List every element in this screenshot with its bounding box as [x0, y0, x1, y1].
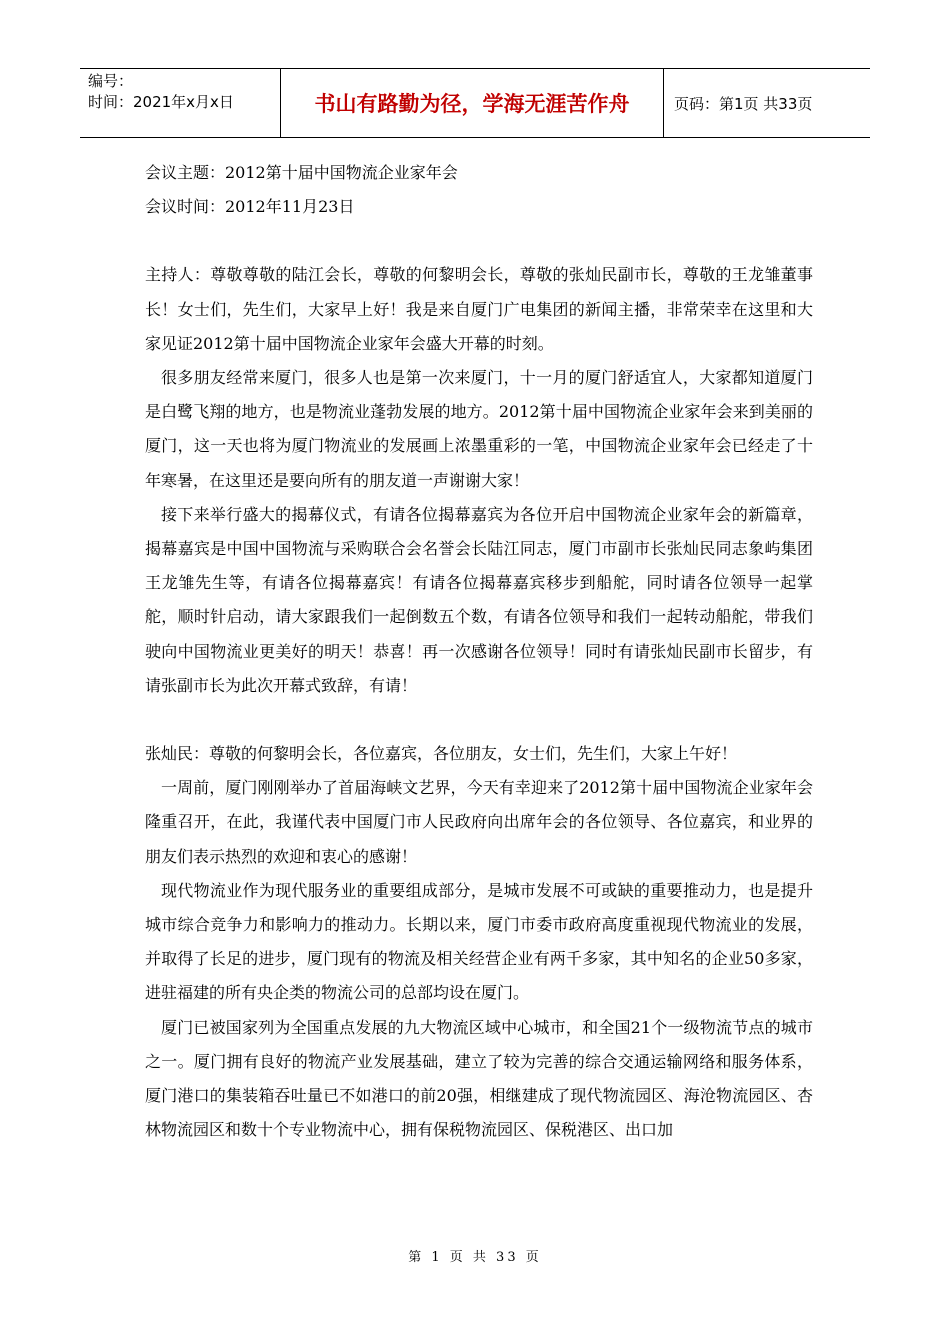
document-header	[80, 68, 870, 138]
header-page-info: 页码：第1页 共33页	[674, 94, 813, 113]
paragraph-speech-greeting: 张灿民：尊敬的何黎明会长，各位嘉宾，各位朋友，女士们，先生们，大家上午好！	[145, 744, 738, 764]
paragraph-speech-hub: 厦门已被国家列为全国重点发展的九大物流区域中心城市，和全国21个一级物流节点的城市之一。厦门拥有良好的物流产业发展基础，建立了较为完善的综合交通运输网络和服务体系，厦门港口的集装箱吞吐量已不如港口的前20强，相继建成了现代物流园区、海沧物流园区、杏林物流园区和数十个专业物流中心，拥有保税物流园区、保税港区、出口加	[145, 1017, 813, 1140]
paragraph-host-xiamen: 很多朋友经常来厦门，很多人也是第一次来厦门，十一月的厦门舒适宜人，大家都知道厦门是白鹭飞翔的地方，也是物流业蓬勃发展的地方。2012第十届中国物流企业家年会来到美丽的厦门，这一天也将为厦门物流业的发展画上浓墨重彩的一笔，中国物流企业家年会已经走了十年寒暑，在这里还是要向所有的朋友道一声谢谢大家！	[145, 368, 813, 490]
time-label: 时间：2021年x月x日	[88, 93, 234, 111]
paragraph-host-opening: 主持人：尊敬尊敬的陆江会长，尊敬的何黎明会长，尊敬的张灿民副市长，尊敬的王龙雏董事长！女士们，先生们，大家早上好！我是来自厦门广电集团的新闻主播，非常荣幸在这里和大家见证2012第十届中国物流企业家年会盛大开幕的时刻。	[145, 265, 813, 353]
page-footer: 第 1 页 共 33 页	[408, 1250, 542, 1265]
blank-line	[145, 224, 813, 258]
paragraph-speech-logistics: 现代物流业作为现代服务业的重要组成部分，是城市发展不可或缺的重要推动力，也是提升城市综合竞争力和影响力的推动力。长期以来，厦门市委市政府高度重视现代物流业的发展，并取得了长足的进步，厦门现有的物流及相关经营企业有两千多家，其中知名的企业50多家，进驻福建的所有央企类的物流公司的总部均设在厦门。	[145, 880, 813, 1003]
header-meta	[80, 69, 280, 137]
blank-line	[145, 703, 813, 737]
meeting-theme: 会议主题：2012第十届中国物流企业家年会	[145, 163, 458, 182]
header-motto: 书山有路勤为径，学海无涯苦作舟	[280, 69, 664, 137]
paragraph-host-ceremony: 接下来举行盛大的揭幕仪式，有请各位揭幕嘉宾为各位开启中国物流企业家年会的新篇章，揭幕嘉宾是中国中国物流与采购联合会名誉会长陆江同志，厦门市副市长张灿民同志象屿集团王龙雏先生等，有请各位揭幕嘉宾！有请各位揭幕嘉宾移步到船舵，同时请各位领导一起掌舵，顺时针启动，请大家跟我们一起倒数五个数，有请各位领导和我们一起转动船舵，带我们驶向中国物流业更美好的明天！恭喜！再一次感谢各位领导！同时有请张灿民副市长留步，有请张副市长为此次开幕式致辞，有请！	[145, 504, 813, 695]
document-body	[145, 156, 813, 1147]
meeting-time: 会议时间：2012年11月23日	[145, 197, 355, 217]
number-label: 编号：	[88, 72, 134, 90]
paragraph-speech-welcome: 一周前，厦门刚刚举办了首届海峡文艺界，今天有幸迎来了2012第十届中国物流企业家年会隆重召开，在此，我谨代表中国厦门市人民政府向出席年会的各位领导、各位嘉宾，和业界的朋友们表示热烈的欢迎和衷心的感谢！	[145, 778, 813, 866]
